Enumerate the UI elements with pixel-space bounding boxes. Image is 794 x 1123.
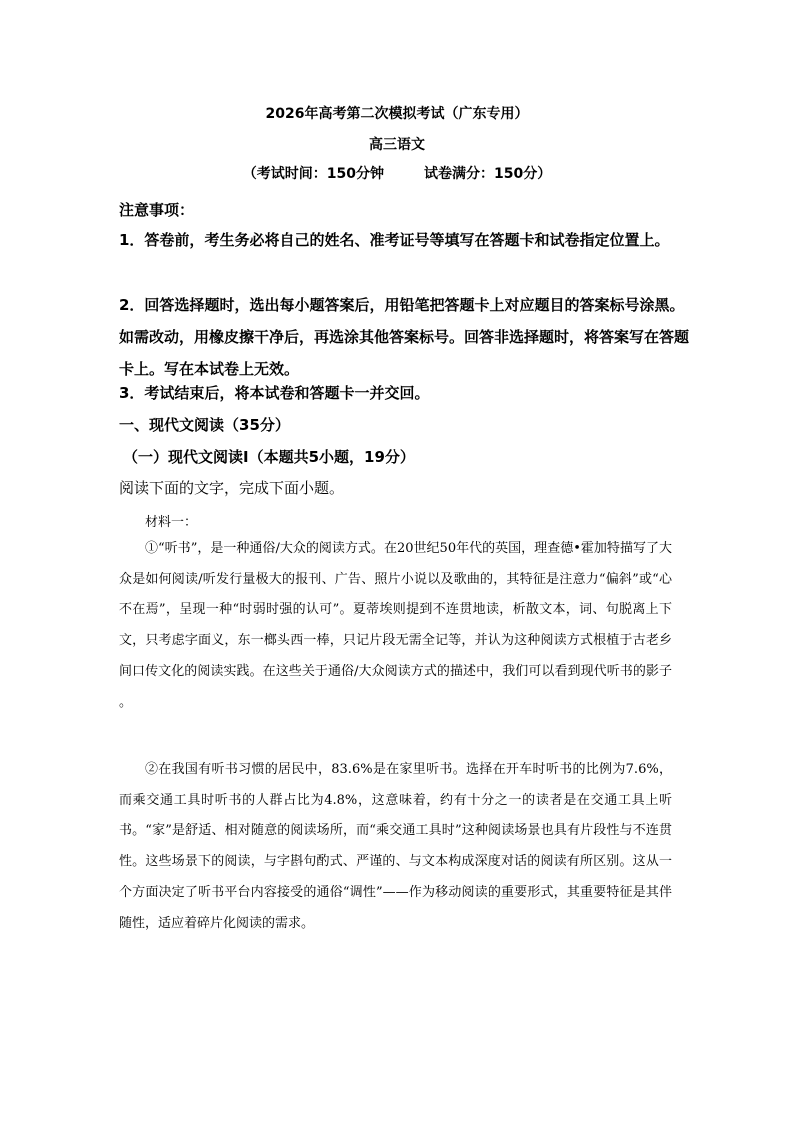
notice-item-2 bbox=[119, 289, 689, 385]
subject-title: 高三语文 bbox=[369, 137, 425, 153]
notice-item-2-text: 2．回答选择题时，选出每小题答案后，用铅笔把答题卡上对应题目的答案标号涂黑。如需改动，用橡皮擦干净后，再选涂其他答案标号。回答非选择题时，将答案写在答题卡上。写在本试卷上无效。 bbox=[119, 296, 690, 378]
notice-heading: 注意事项： bbox=[119, 201, 195, 219]
exam-full-score: 试卷满分：150分） bbox=[424, 166, 552, 182]
exam-info bbox=[0, 164, 794, 184]
notice-item-1-text: 1．答卷前，考生务必将自己的姓名、准考证号等填写在答题卡和试卷指定位置上。 bbox=[119, 231, 670, 249]
notice-item-3-text: 3．考试结束后，将本试卷和答题卡一并交回。 bbox=[119, 384, 430, 402]
exam-time: （考试时间：150分钟 bbox=[242, 166, 384, 182]
notice-item-1 bbox=[119, 224, 689, 256]
passage-paragraph-2 bbox=[119, 755, 672, 939]
passage-paragraph-1-text: ①“听书”，是一种通俗/大众的阅读方式。在20世纪50年代的英国，理查德•霍加特描写了大众是如何阅读/听发行量极大的报刊、广告、照片小说以及歌曲的，其特征是注意力“偏斜”或“心不在焉”，呈现一种“时弱时强的认可”。夏蒂埃则提到不连贯地读，析散文本，词、句脱离上下文，只考虑字面义，东一榔头西一棒，只记片段无需全记等，并认为这种阅读方式根植于古老乡间口传文化的阅读实践。在这些关于通俗/大众阅读方式的描述中，我们可以看到现代听书的影子 。 bbox=[119, 541, 672, 710]
passage-paragraph-2-text: ②在我国有听书习惯的居民中，83.6%是在家里听书。选择在开车时听书的比例为7.6%，而乘交通工具时听书的人群占比为4.8%，这意味着，约有十分之一的读者是在交通工具上听书。“家”是舒适、相对随意的阅读场所，而“乘交通工具时”这种阅读场景也具有片段性与不连贯性。这些场景下的阅读，与字斟句酌式、严谨的、与文本构成深度对话的阅读有所区别。这从一个方面决定了听书平台内容接受的通俗“调性”——作为移动阅读的重要形式，其重要特征是其伴随性，适应着碎片化阅读的需求。 bbox=[119, 762, 672, 931]
notice-item-3 bbox=[119, 377, 689, 409]
section-subtitle: （一）现代文阅读Ⅰ（本题共5小题，19分） bbox=[123, 448, 415, 466]
passage-paragraph-1 bbox=[119, 534, 672, 718]
material-label-text: 材料一： bbox=[145, 515, 198, 530]
section-title: 一、现代文阅读（35分） bbox=[119, 416, 290, 434]
reading-instruction: 阅读下面的文字，完成下面小题。 bbox=[119, 479, 345, 497]
exam-title: 2026年高考第二次模拟考试（广东专用） bbox=[265, 106, 529, 122]
